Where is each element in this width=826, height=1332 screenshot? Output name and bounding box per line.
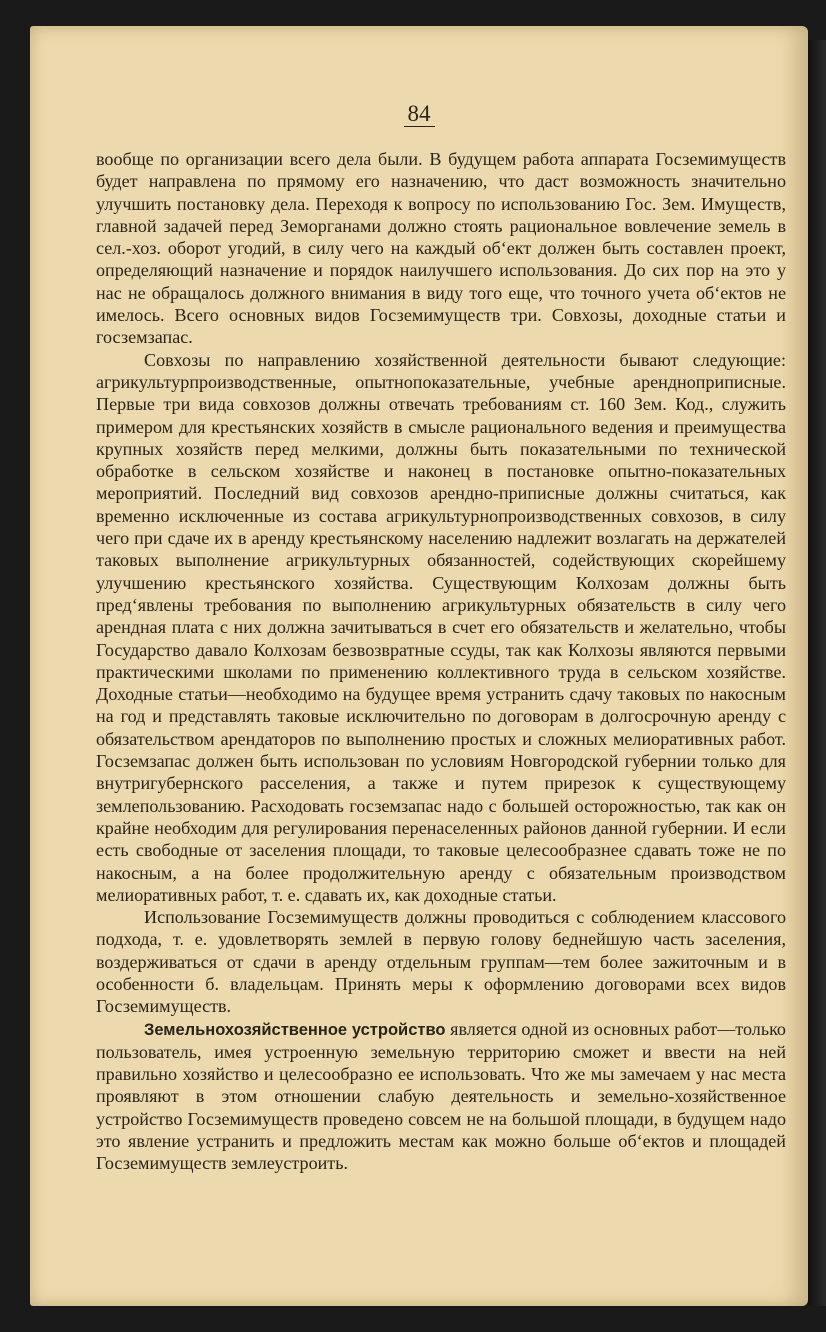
book-page [30,26,808,1306]
paragraph-4 [96,1018,786,1175]
paragraph-4-text: является одной из основных работ—только пользователь, имея устроенную земельную территорию сможет и ввести на ней правильно хозяйство и целесообразно ее использовать. Что же мы замечаем у нас места проявляют в этом отношении слабую деятельность и земельно-хозяйственное устройство Госземимуществ проведено совсем не на большой площади, в будущем надо это явление устранить и предложить местам как можно больше об‘ектов и площадей Госземимуществ землеустроить. [96,1018,786,1174]
next-page-edge [808,40,826,1306]
page-body [96,148,786,1175]
paragraph-2: Совхозы по направлению хозяйственной деятельности бывают следующие: агрикультурпроизводственные, опытнопоказательные, учебные арендноприписные. Первые три вида совхозов должны отвечать требованиям ст. 160 Зем. Код., служить примером для крестьянских хозяйств в смысле рационального ведения и преимущества крупных хозяйств перед мелкими, должны быть показательными по технической обработке в сельском хозяйстве и наконец в постановке опытно-показательных мероприятий. Последний вид совхозов арендно-приписные должны считаться, как временно исключенные из состава агрикультурнопроизводственных совхозов, в силу чего при сдаче их в аренду крестьянскому населению надлежит возлагать на держателей таковых выполнение агрикультурных обязанностей, содействующих скорейшему улучшению крестьянского хозяйства. Существующим Колхозам должны быть пред‘явлены требования по выполнению агрикультурных обязательств в силу чего арендная плата с них должна зачитываться в счет его обязательств и желательно, чтобы Государство давало Колхозам безвозвратные ссуды, так как Колхозы являются первыми практическими школами по применению коллективного труда в сельском хозяйстве. Доходные статьи—необходимо на будущее время устранить сдачу таковых по накосным на год и представлять таковые исключительно по договорам в долгосрочную аренду с обязательством арендаторов по выполнению простых и сложных мелиоративных работ. Госземзапас должен быть использован по условиям Новгородской губернии только для внутригубернского расселения, а также и путем прирезок к существующему землепользованию. Расходовать госземзапас надо с большей осторожностью, так как он крайне необходим для регулирования перенаселенных районов данной губернии. И если есть свободные от заселения площади, то таковые целесообразнее сдавать тоже не по накосным, а на более продолжительную аренду с обязательным производством мелиоративных работ, т. е. сдавать их, как доходные статьи. [96,349,786,905]
bold-term: Земельнохозяйственное устройство [144,1020,446,1039]
page-number: 84 [30,101,808,127]
paragraph-3: Использование Госземимуществ должны проводиться с соблюдением классового подхода, т. е. удовлетворять землей в первую голову беднейшую часть заселения, воздерживаться от сдачи в аренду отдельным группам—тем более зажиточным и в особенности б. владельцам. Принять меры к оформлению договорами всех видов Госземимуществ. [96,907,786,1017]
paragraph-1: вообще по организации всего дела были. В будущем работа аппарата Госземимуществ будет направлена по прямому его назначению, что даст возможность значительно улучшить постановку дела. Переходя к вопросу по использованию Гос. Зем. Имуществ, главной задачей перед Земорганами должно стоять рациональное вовлечение земель в сел.-хоз. оборот угодий, в силу чего на каждый об‘ект должен быть составлен проект, определяющий назначение и порядок наилучшего использования. До сих пор на это у нас не обращалось должного внимания в виду того еще, что точного учета об‘ектов не имелось. Всего основных видов Госземимуществ три. Совхозы, доходные статьи и госземзапас. [96,149,786,348]
